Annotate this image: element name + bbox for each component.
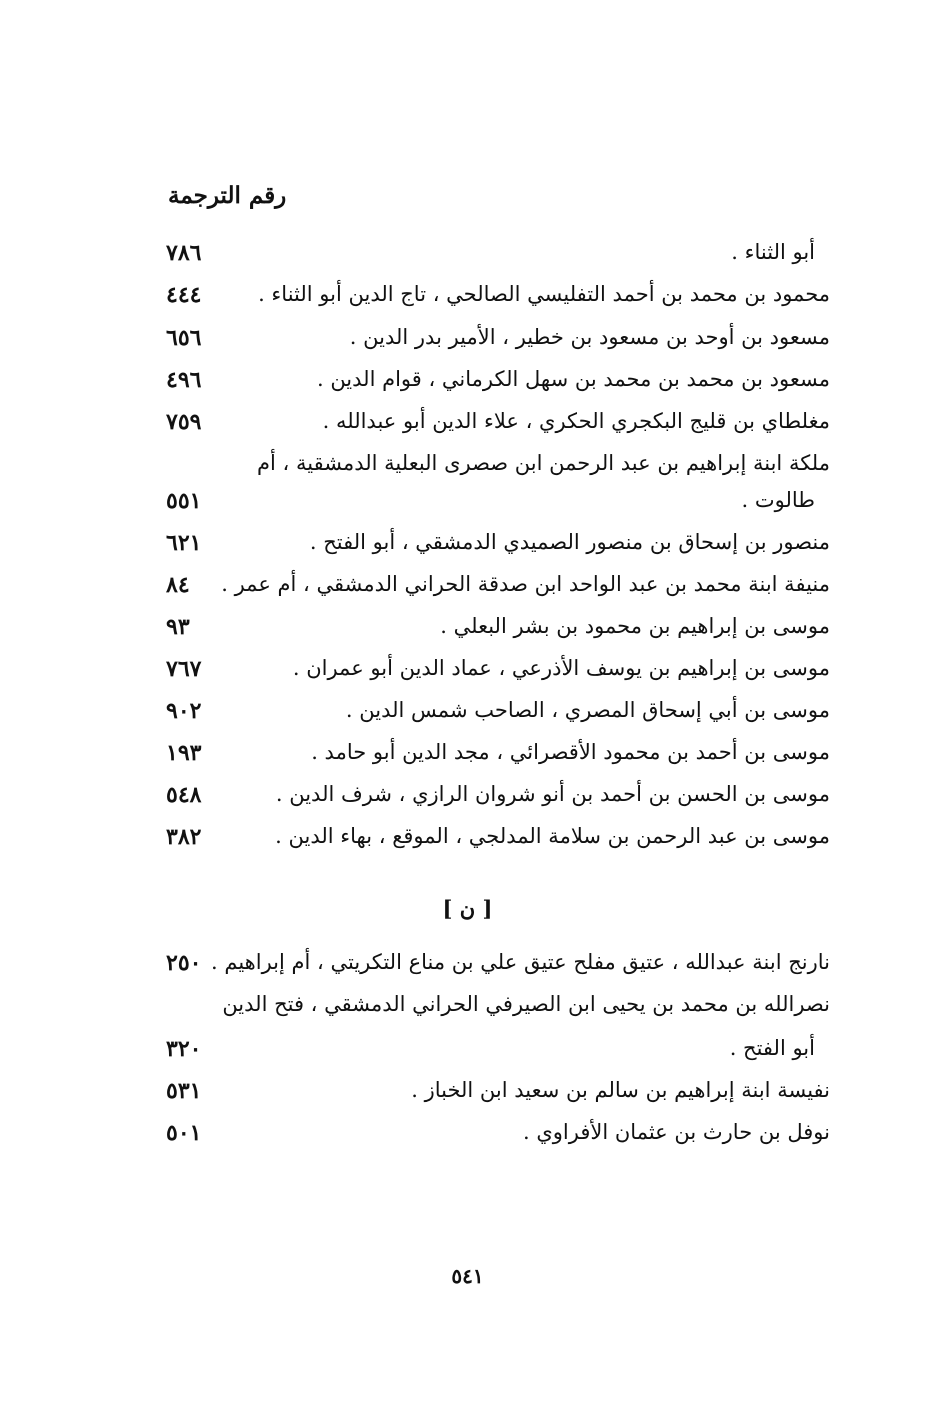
entry-number: ٥٥١ bbox=[166, 488, 202, 514]
entry-text: نفيسة ابنة إبراهيم بن سالم بن سعيد ابن الخباز . bbox=[411, 1078, 830, 1102]
entry-row bbox=[0, 950, 935, 990]
entry-row bbox=[0, 572, 935, 612]
entry-row bbox=[0, 282, 935, 322]
entry-number: ٩٠٢ bbox=[166, 698, 202, 724]
entry-text: موسى بن إبراهيم بن محمود بن بشر البعلي . bbox=[440, 614, 830, 638]
column-header: رقم الترجمة bbox=[168, 182, 287, 209]
entry-number: ٧٦٧ bbox=[166, 656, 202, 682]
entry-text: مغلطاي بن قليج البكجري الحكري ، علاء الدين أبو عبدالله . bbox=[322, 409, 830, 433]
entry-number: ٤٤٤ bbox=[166, 282, 202, 308]
entry-text: مسعود بن أوحد بن مسعود بن خطير ، الأمير بدر الدين . bbox=[349, 325, 830, 349]
entry-row bbox=[0, 1036, 935, 1076]
entry-row bbox=[0, 325, 935, 365]
entry-number: ٥٣١ bbox=[166, 1078, 202, 1104]
entry-number: ٥٠١ bbox=[166, 1120, 202, 1146]
entry-row bbox=[0, 409, 935, 449]
entry-number: ٢٥٠ bbox=[166, 950, 202, 976]
entry-row bbox=[0, 1078, 935, 1118]
entry-number: ٥٤٨ bbox=[166, 782, 202, 808]
entry-row bbox=[0, 1120, 935, 1160]
entry-number: ١٩٣ bbox=[166, 740, 202, 766]
entry-row bbox=[0, 240, 935, 280]
entry-row bbox=[0, 824, 935, 864]
entry-number: ٦٢١ bbox=[166, 530, 202, 556]
entry-text: نارنج ابنة عبدالله ، عتيق مفلح عتيق علي بن مناع التكريتي ، أم إبراهيم . bbox=[211, 950, 830, 974]
entry-number: ٤٩٦ bbox=[166, 367, 202, 393]
entry-row bbox=[0, 656, 935, 696]
entry-row bbox=[0, 740, 935, 780]
entry-row bbox=[0, 698, 935, 738]
entry-row bbox=[0, 992, 935, 1032]
entry-row bbox=[0, 488, 935, 528]
entry-number: ٣٢٠ bbox=[166, 1036, 202, 1062]
entry-row bbox=[0, 530, 935, 570]
entry-number: ٩٣ bbox=[166, 614, 190, 640]
entry-row bbox=[0, 367, 935, 407]
entry-row bbox=[0, 451, 935, 491]
entry-text: أبو الثناء . bbox=[731, 240, 815, 264]
entry-number: ٧٥٩ bbox=[166, 409, 202, 435]
entry-text: موسى بن إبراهيم بن يوسف الأذرعي ، عماد الدين أبو عمران . bbox=[292, 656, 830, 680]
section-heading: [ ن ] bbox=[442, 896, 493, 921]
entry-text: نوفل بن حارث بن عثمان الأفراوي . bbox=[523, 1120, 830, 1144]
entry-number: ٧٨٦ bbox=[166, 240, 202, 266]
page-number: ٥٤١ bbox=[451, 1264, 484, 1288]
entry-number: ٦٥٦ bbox=[166, 325, 202, 351]
entry-text: منيفة ابنة محمد بن عبد الواحد ابن صدقة الحراني الدمشقي ، أم عمر . bbox=[221, 572, 830, 596]
entry-text: مسعود بن محمد بن محمد بن سهل الكرماني ، قوام الدين . bbox=[316, 367, 830, 391]
entry-text: محمود بن محمد بن أحمد التفليسي الصالحي ، تاج الدين أبو الثناء . bbox=[258, 282, 830, 306]
entry-number: ٣٨٢ bbox=[166, 824, 202, 850]
entry-number: ٨٤ bbox=[166, 572, 190, 598]
entry-text: موسى بن أحمد بن محمود الأقصرائي ، مجد الدين أبو حامد . bbox=[311, 740, 830, 764]
entry-row bbox=[0, 614, 935, 654]
entry-text: موسى بن عبد الرحمن بن سلامة المدلجي ، الموقع ، بهاء الدين . bbox=[275, 824, 830, 848]
entry-text: أبو الفتح . bbox=[729, 1036, 815, 1060]
entry-text: موسى بن أبي إسحاق المصري ، الصاحب شمس الدين . bbox=[345, 698, 830, 722]
entry-text: طالوت . bbox=[741, 488, 815, 512]
entry-text: نصرالله بن محمد بن يحيى ابن الصيرفي الحراني الدمشقي ، فتح الدين bbox=[222, 992, 830, 1016]
entry-text: منصور بن إسحاق بن منصور الصميدي الدمشقي ، أبو الفتح . bbox=[309, 530, 830, 554]
entry-text: ملكة ابنة إبراهيم بن عبد الرحمن ابن صصرى البعلية الدمشقية ، أم bbox=[257, 451, 830, 475]
entry-text: موسى بن الحسن بن أحمد بن أنو شروان الرازي ، شرف الدين . bbox=[275, 782, 830, 806]
entry-row bbox=[0, 782, 935, 822]
